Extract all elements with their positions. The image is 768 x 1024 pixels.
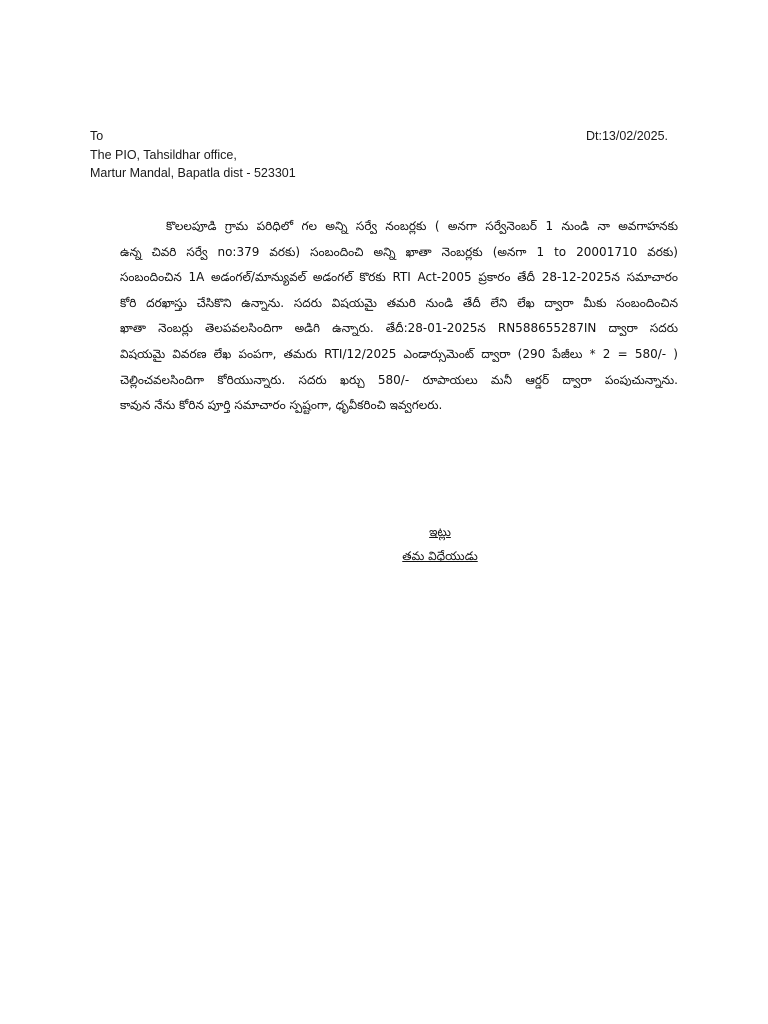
body-line: సంబందించిన 1A అడంగల్/మాన్యువల్ అడంగల్ కొరకు RTI Act-2005 ప్రకారం తేదీ 28-12-2025న సమాచారం [120,270,678,285]
body-line: ఖాతా నెంబర్లు తెలపవలసిందిగా అడిగి ఉన్నారు. తేదీ:28-01-2025న RN588655287IN ద్వారా సదరు [120,321,678,336]
body-line: ఉన్న చివరి సర్వే no:379 వరకు) సంబందించి అన్ని ఖాతా నెంబర్లకు (అనగా 1 to 20001710 వరకు) [120,244,678,259]
body-line: కొలలపూడి గ్రామ పరిధిలో గల అన్ని సర్వే నంబర్లకు ( అనగా సర్వేనెంబర్ 1 నుండి నా అవగాహనకు [166,219,678,233]
to-label: To [90,129,104,143]
closing-block [385,520,495,568]
recipient-address: Martur Mandal, Bapatla dist - 523301 [90,166,296,180]
closing-regards: ఇట్లు [429,525,451,539]
letter-body [120,214,678,419]
body-line: చెల్లించవలసిందిగా కోరియున్నారు. సదరు ఖర్చు 580/- రూపాయలు మనీ ఆర్డర్ ద్వారా పంపుచున్నాను. [120,372,678,387]
recipient-office: The PIO, Tahsildhar office, [90,147,237,162]
body-line: విషయమై వివరణ లేఖ పంపగా, తమరు RTI/12/2025 ఎండార్సుమెంట్ ద్వారా (290 పేజీలు * 2 = 580/- ) [120,346,678,361]
closing-signature-label: తమ విధేయుడు [402,549,478,563]
body-line: కోరి దరఖాస్తు చేసికొని ఉన్నాను. సదరు విషయమై తమరి నుండి తేదీ లేని లేఖ ద్వారా మీకు సంబందించిన [120,295,678,310]
recipient-address-block [90,127,296,183]
body-line: కావున నేను కోరిన పూర్తి సమాచారం స్పష్టంగా, ధృవీకరించి ఇవ్వగలరు. [120,398,443,413]
letter-date: Dt:13/02/2025. [586,129,669,143]
